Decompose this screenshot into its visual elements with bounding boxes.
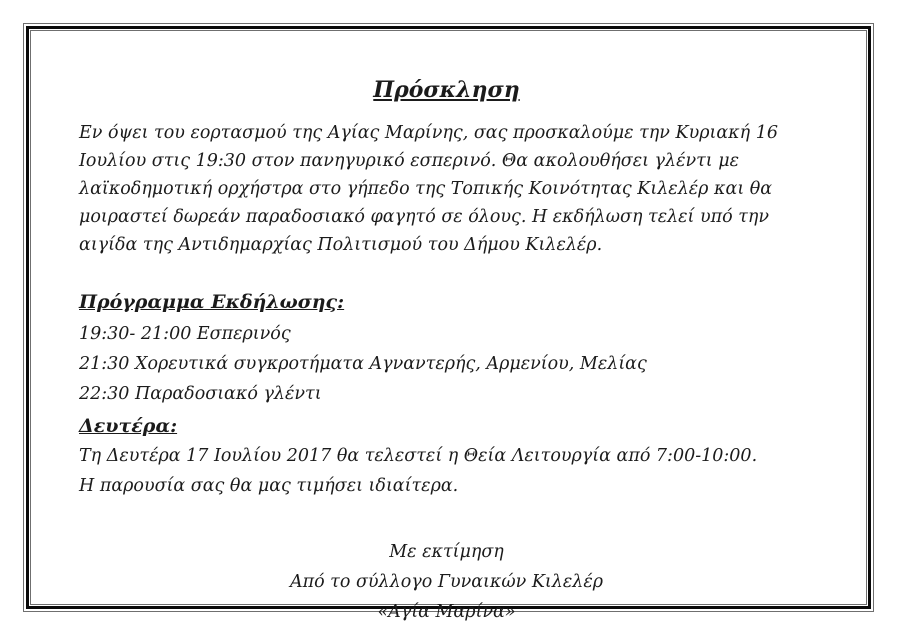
program-heading-text: Πρόγραμμα Εκδήλωσης: (79, 291, 345, 313)
monday-section (79, 441, 814, 501)
intro-paragraph: Εν όψει του εορτασμού της Αγίας Μαρίνης, σας προσκαλούμε την Κυριακή 16 Ιουλίου στις 19:30 στον πανηγυρικό εσπερινό. Θα ακολουθήσει γλέντι με λαϊκοδημοτική ορχήστρα στο γήπεδο της Τοπικής Κοινότητας Κιλελέρ και θα μοιραστεί δωρεάν παραδοσιακό φαγητό σε όλους. Η εκδήλωση τελεί υπό την αιγίδα της Αντιδημαρχίας Πολιτισμού του Δήμου Κιλελέρ. (79, 123, 778, 255)
closing-block (79, 537, 814, 627)
closing-line: Με εκτίμηση (389, 542, 504, 562)
program-list (79, 319, 814, 409)
monday-line: Η παρουσία σας θα μας τιμήσει ιδιαίτερα. (79, 476, 459, 496)
page-title (79, 77, 814, 103)
monday-heading-text: Δευτέρα: (79, 415, 178, 437)
invitation-content-area (30, 30, 867, 622)
closing-line: Από το σύλλογο Γυναικών Κιλελέρ (289, 572, 604, 592)
monday-line: Τη Δευτέρα 17 Ιουλίου 2017 θα τελεστεί η Θεία Λειτουργία από 7:00-10:00. (79, 446, 758, 466)
program-heading (79, 291, 814, 313)
page-title-text: Πρόσκληση (373, 77, 520, 103)
program-item: 21:30 Χορευτικά συγκροτήματα Αγναντερής, Αρμενίου, Μελίας (79, 354, 647, 374)
decorative-page-border (23, 23, 874, 622)
decorative-page-border-mid (26, 26, 871, 622)
program-item: 19:30- 21:00 Εσπερινός (79, 324, 291, 344)
closing-line: «Αγία Μαρίνα» (377, 602, 516, 622)
monday-heading (79, 415, 814, 437)
program-item: 22:30 Παραδοσιακό γλέντι (79, 384, 322, 404)
